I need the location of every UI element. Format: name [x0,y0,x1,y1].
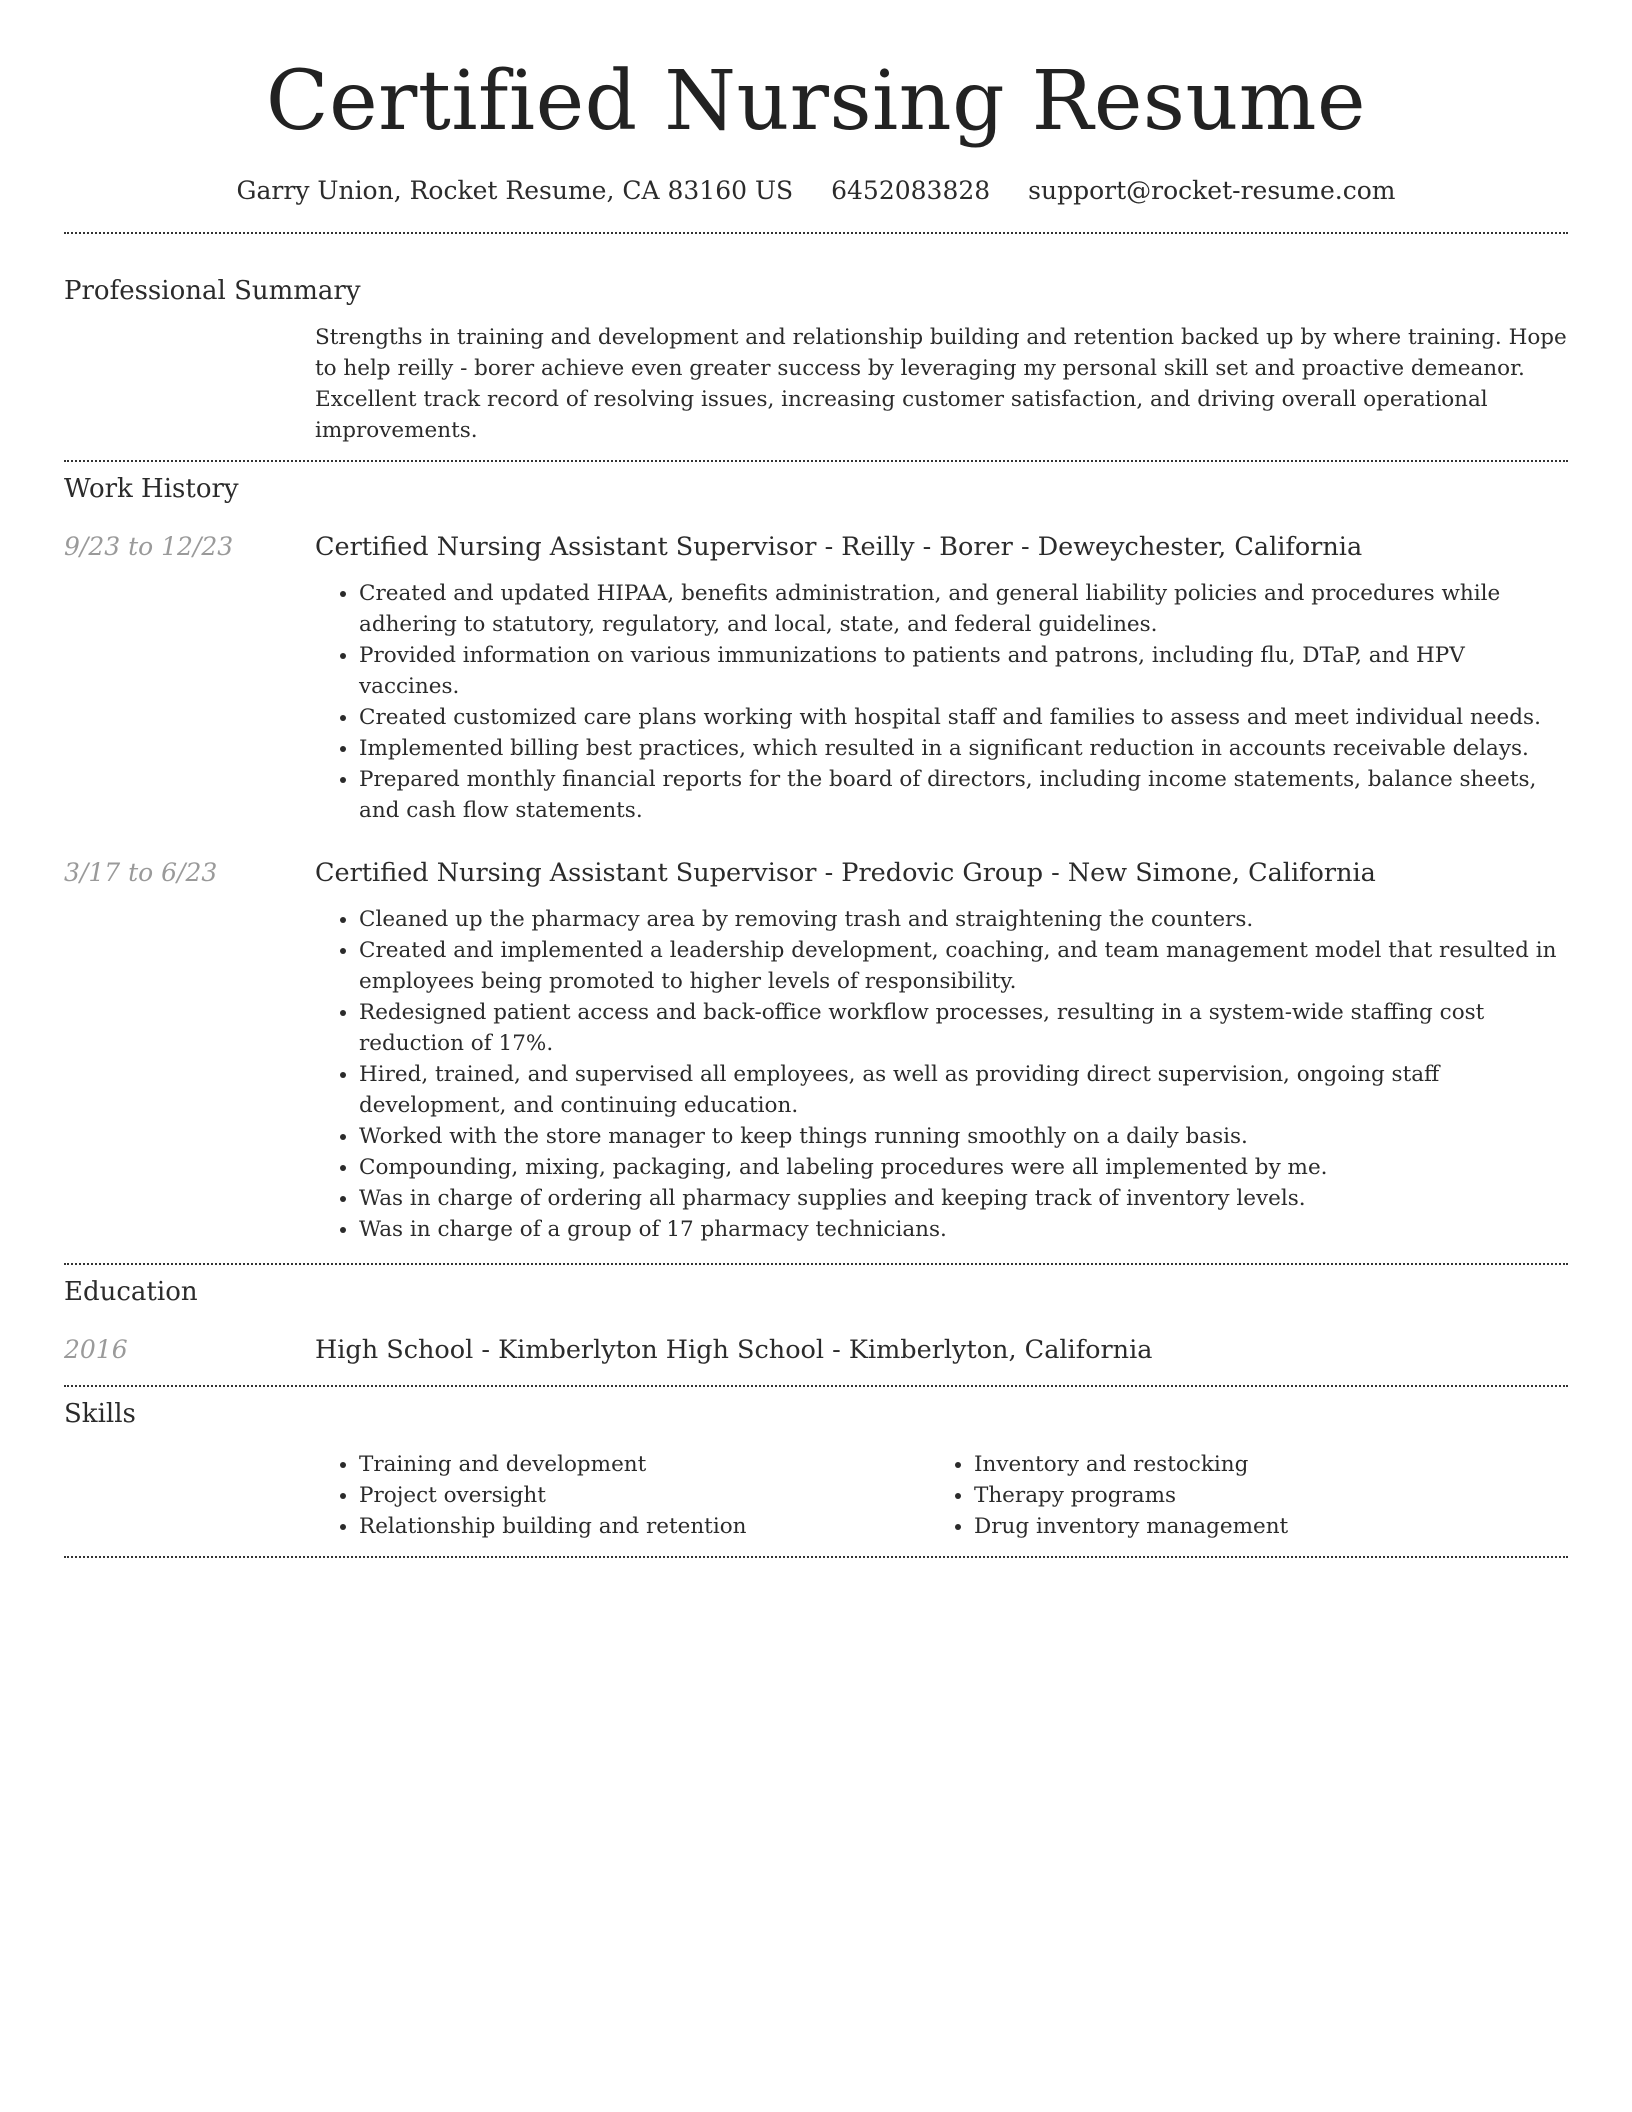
summary-text: Strengths in training and development and relationship building and retention backed up by where training. Hope to help reilly - borer achieve even greater success by leveraging my personal skill set and proactive demeanor. Excellent track record of resolving issues, increasing customer satisfaction, and driving overall operational improvements. [315,325,1567,443]
divider [64,1263,1568,1265]
education-year: 2016 [64,1335,128,1364]
list-item: • Was in charge of ordering all pharmacy supplies and keeping track of inventory levels. [359,1183,1568,1214]
skill-item: • Relationship building and retention [359,1511,930,1542]
list-item: • Created and updated HIPAA, benefits administration, and general liability policies and procedures while adhering to statutory, regulatory, and local, state, and federal guidelines. [359,578,1568,640]
job-dates: 3/17 to 6/23 [64,858,218,887]
skill-item: • Drug inventory management [974,1511,1545,1542]
skills-grid [315,1449,1568,1542]
skill-item: • Project oversight [359,1480,930,1511]
job-entry [64,856,1568,1245]
list-item: • Provided information on various immunizations to patients and patrons, including flu, DTaP, and HPV vaccines. [359,640,1568,702]
contact-address: Garry Union, Rocket Resume, CA 83160 US [236,176,794,205]
contact-phone: 6452083828 [831,176,991,205]
section-heading-work-history: Work History [64,474,239,504]
job-title: Certified Nursing Assistant Supervisor - Reilly - Borer - Deweychester, California [315,532,1363,562]
job-bullets [315,904,1568,1245]
list-item: • Was in charge of a group of 17 pharmacy technicians. [359,1214,1568,1245]
divider [64,1385,1568,1387]
skill-item: • Training and development [359,1449,930,1480]
skills-list-right [930,1449,1545,1542]
job-entry [64,530,1568,826]
summary-row [64,322,1568,446]
list-item: • Created and implemented a leadership development, coaching, and team management model that resulted in employees being promoted to higher levels of responsibility. [359,935,1568,997]
education-entry [64,1333,1568,1367]
skills-list-left [315,1449,930,1542]
section-heading-skills: Skills [64,1399,136,1429]
job-dates: 9/23 to 12/23 [64,532,234,561]
resume-page [64,0,1568,1558]
resume-title: Certified Nursing Resume [265,54,1367,149]
divider [64,1556,1568,1558]
job-title: Certified Nursing Assistant Supervisor - Predovic Group - New Simone, California [315,858,1376,888]
skills-row [64,1449,1568,1542]
divider [64,232,1568,234]
education-title: High School - Kimberlyton High School - Kimberlyton, California [315,1335,1153,1365]
list-item: • Hired, trained, and supervised all employees, as well as providing direct supervision, ongoing staff development, and continuing education. [359,1059,1568,1121]
skill-item: • Therapy programs [974,1480,1545,1511]
section-heading-education: Education [64,1277,198,1307]
section-heading-summary: Professional Summary [64,276,361,306]
list-item: • Implemented billing best practices, which resulted in a significant reduction in accounts receivable delays. [359,733,1568,764]
divider [64,460,1568,462]
contact-line [64,174,1568,208]
list-item: • Created customized care plans working with hospital staff and families to assess and meet individual needs. [359,702,1568,733]
list-item: • Prepared monthly financial reports for the board of directors, including income statements, balance sheets, and cash flow statements. [359,764,1568,826]
job-bullets [315,578,1568,826]
list-item: • Worked with the store manager to keep things running smoothly on a daily basis. [359,1121,1568,1152]
list-item: • Redesigned patient access and back-office workflow processes, resulting in a system-wide staffing cost reduction of 17%. [359,997,1568,1059]
contact-email: support@rocket-resume.com [1028,176,1396,205]
list-item: • Cleaned up the pharmacy area by removing trash and straightening the counters. [359,904,1568,935]
list-item: • Compounding, mixing, packaging, and labeling procedures were all implemented by me. [359,1152,1568,1183]
skill-item: • Inventory and restocking [974,1449,1545,1480]
